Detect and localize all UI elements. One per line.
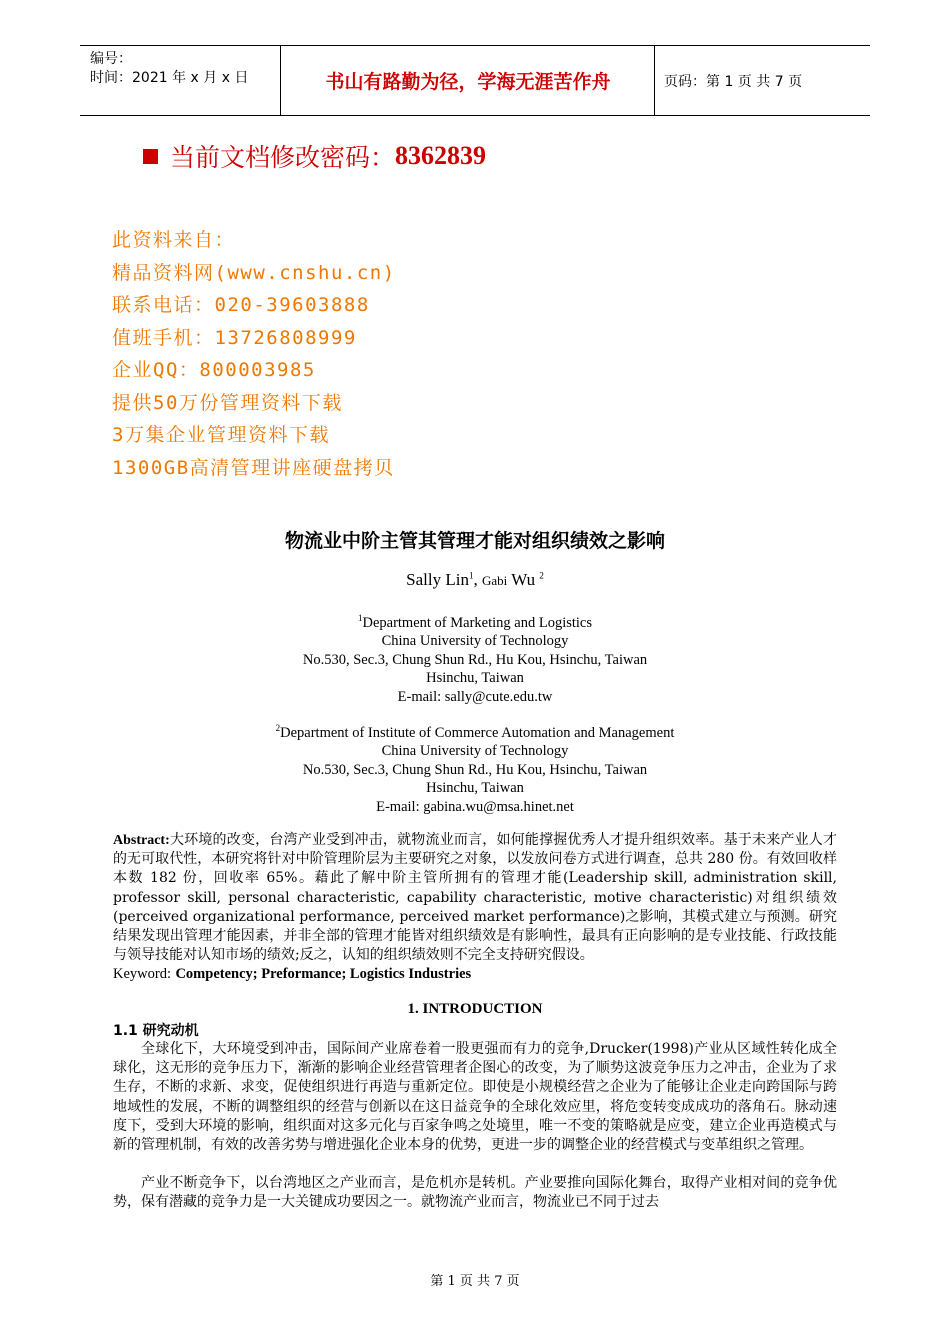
ad-line: 提供50万份管理资料下载	[112, 391, 343, 414]
affiliation-line: No.530, Sec.3, Chung Shun Rd., Hu Kou, Hsinchu, Taiwan	[302, 651, 648, 668]
ad-block	[112, 224, 396, 484]
affiliation-2	[0, 719, 950, 816]
author-1: Sally Lin	[406, 570, 469, 589]
section-heading: 1. INTRODUCTION	[407, 1001, 543, 1017]
abstract-text: 大环境的改变，台湾产业受到冲击，就物流业而言，如何能撑握优秀人才提升组织效率。基于未来产业人才的无可取代性，本研究将针对中阶管理阶层为主要研究之对象，以发放问卷方式进行调查，总共 280 份。有效回收样本数 182 份，回收率 65%。藉此了解中阶主管所拥有的管理才能(Leadership skill, administration skill, professor skill, personal characteristic, capability characteristic, motive characteristic)对组织绩效(perceived organizational performance, perceived market performance)之影响，其模式建立与预测。研究结果发现出管理才能因素，并非全部的管理才能皆对组织绩效是有影响性，最具有正向影响的是专业技能、行政技能与领导技能对认知市场的绩效;反之，认知的组织绩效则不完全支持研究假设。	[113, 832, 837, 964]
ad-line: 此资料来自：	[112, 229, 236, 251]
affiliation-sup: 2	[275, 723, 281, 733]
affiliation-line: Hsinchu, Taiwan	[426, 670, 524, 687]
password-label: 当前文档修改密码：	[170, 143, 396, 172]
author-2-last: Wu	[511, 570, 536, 589]
time-label: 时间：2021 年 x 月 x 日	[90, 70, 249, 86]
ad-line: 值班手机：13726808999	[112, 326, 357, 349]
header-divider	[280, 46, 281, 115]
header-meta	[90, 50, 248, 88]
author-separator: ,	[473, 570, 478, 589]
ad-line: 精品资料网(www.cnshu.cn)	[112, 261, 396, 284]
affiliation-line: Department of Institute of Commerce Automation and Management	[280, 724, 675, 741]
authors	[0, 570, 950, 590]
affiliation-email: E-mail: sally@cute.edu.tw	[397, 688, 553, 705]
author-1-sup: 1	[468, 570, 474, 581]
ad-line: 企业QQ：800003985	[112, 359, 316, 381]
paper-title: 物流业中阶主管其管理才能对组织绩效之影响	[284, 530, 665, 552]
keyword-label: Keyword:	[113, 966, 171, 983]
abstract-label: Abstract:	[113, 833, 170, 848]
affiliation-1	[0, 609, 950, 706]
ad-line: 3万集企业管理资料下载	[112, 424, 330, 446]
body-text	[113, 1040, 837, 1213]
paragraph: 产业不断竞争下，以台湾地区之产业而言，是危机亦是转机。产业要推向国际化舞台，取得产业相对间的竞争优势，保有潜藏的竞争力是一大关键成功要因之一。就物流产业而言，物流业已不同于过去	[113, 1175, 837, 1211]
affiliation-line: China University of Technology	[381, 633, 569, 650]
affiliation-email: E-mail: gabina.wu@msa.hinet.net	[376, 798, 574, 815]
author-2-first: Gabi	[481, 573, 508, 588]
ad-line: 1300GB高清管理讲座硬盘拷贝	[112, 456, 395, 479]
affiliation-line: No.530, Sec.3, Chung Shun Rd., Hu Kou, Hsinchu, Taiwan	[302, 761, 648, 778]
keywords: Competency; Preformance; Logistics Industries	[175, 966, 472, 983]
page-header	[80, 45, 870, 116]
affiliation-line: China University of Technology	[381, 743, 569, 760]
affiliation-line: Hsinchu, Taiwan	[426, 780, 524, 797]
header-page-info: 页码：第 1 页 共 7 页	[664, 73, 803, 90]
affiliation-sup: 1	[357, 613, 363, 623]
ad-line: 联系电话：020-39603888	[112, 294, 370, 316]
square-bullet-icon	[143, 149, 158, 164]
author-2-sup: 2	[539, 570, 544, 581]
number-label: 编号：	[90, 51, 132, 67]
header-motto: 书山有路勤为径，学海无涯苦作舟	[325, 71, 611, 93]
password-line	[143, 138, 486, 174]
paragraph: 全球化下，大环境受到冲击，国际间产业席卷着一股更强而有力的竞争,Drucker(1998)产业从区域性转化成全球化，这无形的竞争压力下，渐渐的影响企业经营管理者企图心的改变，为了顺势这波竞争压力之冲击，企业为了求生存，不断的求新、求变，促使组织进行再造与重新定位。即使是小规模经营之企业为了能够让企业走向跨国际与跨地域性的发展，不断的调整组织的经营与创新以在这日益竞争的全球化效应里，将危变转变成成功的落角石。脉动速度下，受到大环境的影响，组织面对这多元化与百家争鸣之处境里，唯一不变的策略就是应变，建立企业再造模式与新的管理机制，有效的改善劣势与增进强化企业本身的优势，更进一步的调整企业的经营模式与变革组织之管理。	[113, 1041, 837, 1154]
page-footer: 第 1 页 共 7 页	[430, 1274, 520, 1289]
affiliation-line: Department of Marketing and Logistics	[362, 614, 593, 631]
header-divider	[654, 46, 655, 115]
abstract	[113, 831, 837, 985]
password-code: 8362839	[395, 141, 487, 170]
subsection-heading: 1.1 研究动机	[113, 1023, 199, 1039]
